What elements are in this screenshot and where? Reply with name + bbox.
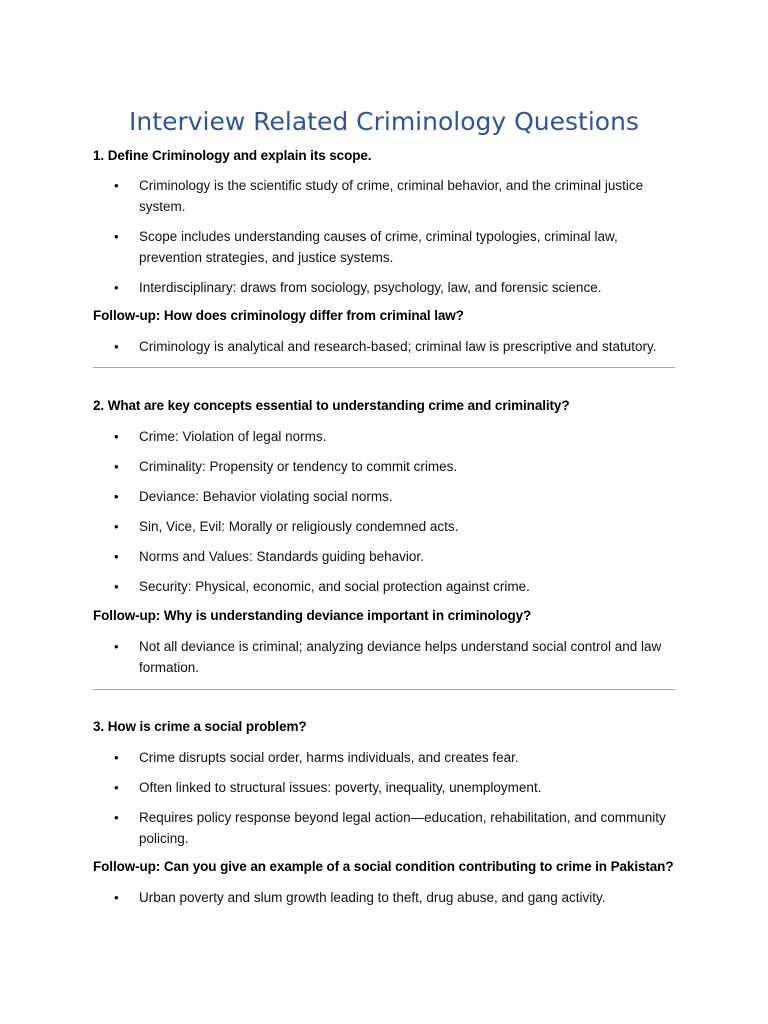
list-item: • Deviance: Behavior violating social norms. — [93, 486, 677, 507]
answer-list — [93, 426, 677, 597]
list-item: • Sin, Vice, Evil: Morally or religiously condemned acts. — [93, 516, 677, 537]
list-item: • Urban poverty and slum growth leading to theft, drug abuse, and gang activity. — [93, 887, 677, 908]
list-item: • Often linked to structural issues: poverty, inequality, unemployment. — [93, 777, 677, 798]
followup-list — [93, 887, 677, 908]
list-item: • Not all deviance is criminal; analyzing deviance helps understand social control and law formation. — [93, 636, 677, 678]
answer-list — [93, 175, 677, 298]
list-item: • Criminology is analytical and research-based; criminal law is prescriptive and statutory. — [93, 336, 677, 357]
followup-heading: Follow-up: Why is understanding deviance important in criminology? — [93, 608, 532, 623]
document-body — [93, 146, 677, 908]
page-title: Interview Related Criminology Questions — [129, 107, 639, 136]
followup-list — [93, 336, 677, 357]
list-item: • Interdisciplinary: draws from sociology, psychology, law, and forensic science. — [93, 277, 677, 298]
question-heading: 3. How is crime a social problem? — [93, 719, 307, 734]
followup-heading: Follow-up: How does criminology differ from criminal law? — [93, 308, 464, 323]
list-item: • Crime: Violation of legal norms. — [93, 426, 677, 447]
list-item: • Crime disrupts social order, harms individuals, and creates fear. — [93, 747, 677, 768]
list-item: • Scope includes understanding causes of crime, criminal typologies, criminal law, prevention strategies, and justice systems. — [93, 226, 677, 268]
list-item: • Criminology is the scientific study of crime, criminal behavior, and the criminal justice system. — [93, 175, 677, 217]
answer-list — [93, 747, 677, 849]
list-item: • Security: Physical, economic, and social protection against crime. — [93, 576, 677, 597]
list-item: • Criminality: Propensity or tendency to commit crimes. — [93, 456, 677, 477]
list-item: • Norms and Values: Standards guiding behavior. — [93, 546, 677, 567]
section-divider — [93, 367, 675, 368]
list-item: • Requires policy response beyond legal action—education, rehabilitation, and community policing. — [93, 807, 677, 849]
section-divider — [93, 689, 675, 690]
question-heading: 1. Define Criminology and explain its scope. — [93, 148, 372, 163]
question-heading: 2. What are key concepts essential to understanding crime and criminality? — [93, 398, 570, 413]
followup-list — [93, 636, 677, 678]
followup-heading: Follow-up: Can you give an example of a social condition contributing to crime in Pakistan? — [93, 859, 674, 874]
